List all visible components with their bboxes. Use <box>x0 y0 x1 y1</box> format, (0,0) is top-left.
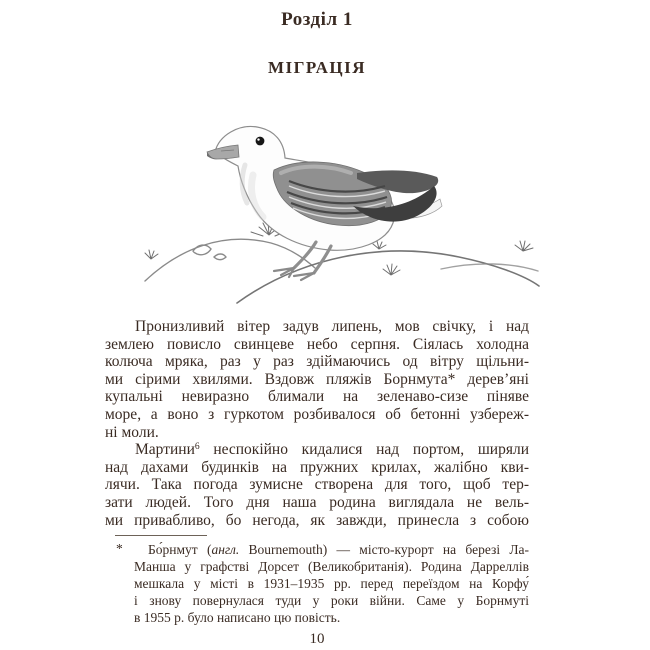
chapter-title: МІГРАЦІЯ <box>267 58 367 77</box>
p1-line-4: ми сірими хвилями. Вздовж пляжів Борнмута* дерев’яні <box>105 370 529 388</box>
footnote-marker: * <box>116 541 123 557</box>
footnote-line-2: Манша у графстві Дорсет (Великобританія). Родина Дарреллів <box>134 559 529 575</box>
p2-line-3: лячи. Така погода зумисне створена для того, щоб тер- <box>105 476 529 494</box>
p1-line-6: море, а воно з гуркотом розбивалося об бетонні узбереж- <box>105 405 529 423</box>
p2-line-2: над дахами будинків на пружних крилах, жалібно кви- <box>105 458 529 476</box>
footnote-line-1-pre: Бо́рнмут ( <box>148 542 212 558</box>
seagull-illustration <box>141 111 543 307</box>
page-number: 10 <box>309 631 325 648</box>
footnote-line-3: мешкала у місті в 1931–1935 рр. перед переїздом на Корфу́ <box>134 576 529 592</box>
chapter-label: Розділ 1 <box>281 9 353 30</box>
seagull-on-rocks-drawing <box>141 111 543 307</box>
page-content <box>105 0 529 648</box>
footnote-line-1 <box>105 541 529 558</box>
gull-eye <box>256 137 265 146</box>
footnote-line-5: в 1955 р. було написано цю повість. <box>134 610 341 626</box>
footnote-line-4: і знову повернулася туди у роки війни. Саме у Борнмуті <box>134 593 529 609</box>
p2-line-1 <box>105 441 529 459</box>
footnote-line-1-rest: Bournemouth) — місто-курорт на березі Ла- <box>239 542 529 558</box>
p1-line-5: купальні невиразно блимали на зеленаво-сизе піняве <box>105 388 529 406</box>
footnote <box>105 535 529 626</box>
gull-beak <box>207 145 239 159</box>
p1-line-7: ні моли. <box>105 423 159 441</box>
footnote-reference: 6 <box>194 442 200 453</box>
p2-line-1-text: Мартини <box>135 441 195 459</box>
footnote-lang-label: англ. <box>211 542 240 558</box>
seagull <box>207 127 442 280</box>
p2-line-1-rest: неспокійно кидалися над портом, ширяли <box>199 441 529 459</box>
footnote-rule <box>115 535 207 536</box>
p1-line-1: Пронизливий вітер задув липень, мов свічку, і над <box>135 318 529 335</box>
p1-line-2: землею повисло свинцеве небо серпня. Сіялась холодна <box>105 335 529 353</box>
p2-line-4: зати людей. Того дня наша родина виглядала не вель- <box>105 493 529 511</box>
body-text <box>105 318 529 529</box>
p2-line-5: ми привабливо, бо негода, як завжди, принесла з собою <box>105 511 529 529</box>
p1-line-3: колюча мряка, раз у раз здіймаючись од вітру щільни- <box>105 353 529 371</box>
